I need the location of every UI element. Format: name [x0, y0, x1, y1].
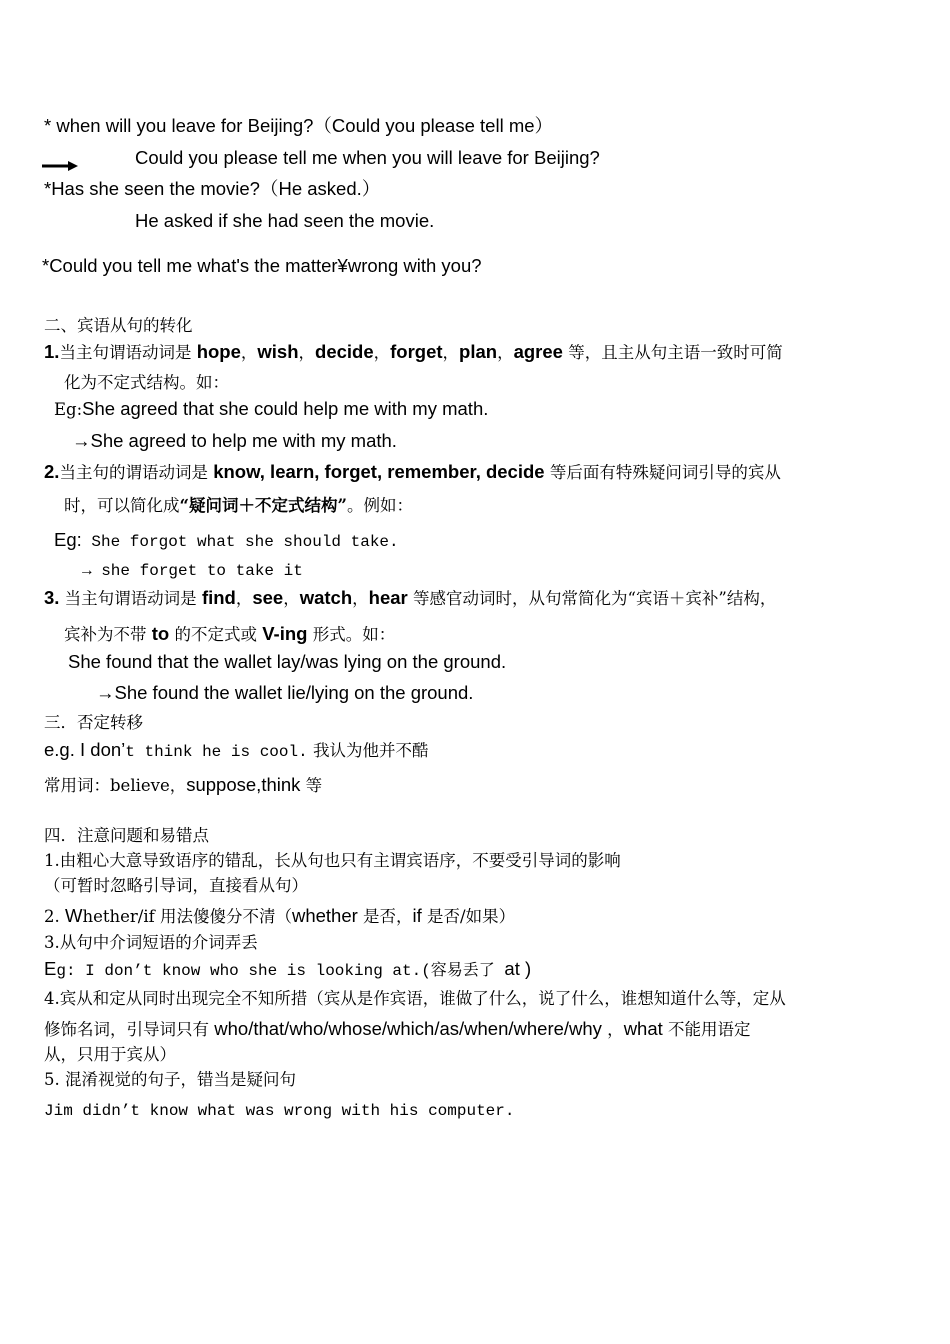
sec2-item-1: 1.当主句谓语动词是 hope，wish，decide，forget，plan，agree 等，且主从句主语一致时可简	[44, 341, 783, 362]
example-line-5: *Could you tell me what's the matter¥wrong with you?	[42, 255, 482, 276]
sec4-item-4-cont: 修饰名词，引导词只有 who/that/who/whose/which/as/when/where/why ，what 不能用语定	[44, 1018, 751, 1039]
example-line-1: * when will you leave for Beijing?（Could you please tell me）	[44, 115, 554, 136]
sec2-item-3-cont: 宾补为不带 to 的不定式或 V-ing 形式。如：	[64, 623, 396, 644]
sec2-item-1-example-2: →She agreed to help me with my math.	[72, 430, 397, 451]
sec2-item-3: 3. 当主句谓语动词是 find，see，watch，hear 等感官动词时，从句常简化为“宾语＋宾补”结构，	[44, 587, 777, 608]
sec2-item-3-example-2: →She found the wallet lie/lying on the ground.	[96, 682, 474, 703]
sec2-item-1-example-1: Eg:She agreed that she could help me with my math.	[54, 398, 489, 419]
sec4-item-5-example: Jim didn’t know what was wrong with his computer.	[44, 1102, 515, 1120]
arrow-right-icon	[42, 160, 78, 172]
sec4-item-2: 2. Whether/if 用法傻傻分不清（whether 是否，if 是否/如果）	[44, 905, 516, 926]
sec4-item-3-example: Eg: I don’t know who she is looking at.(容易丢了 at )	[44, 958, 532, 980]
section-3-title: 三．否定转移	[44, 713, 143, 732]
section-4-title: 四．注意问题和易错点	[44, 826, 209, 845]
example-line-4: He asked if she had seen the movie.	[135, 210, 435, 231]
sec2-item-2-example-2: → she forget to take it	[82, 562, 303, 580]
sec3-example: e.g. I don’t think he is cool. 我认为他并不酷	[44, 739, 429, 761]
section-2-title: 二、宾语从句的转化	[44, 316, 193, 335]
sec4-item-4-cont-2: 从，只用于宾从）	[44, 1045, 176, 1064]
sec4-item-1-cont: （可暂时忽略引导词，直接看从句）	[44, 876, 308, 895]
sec3-common-words: 常用词：believe，suppose,think 等	[44, 774, 323, 795]
sec2-item-2: 2.当主句的谓语动词是 know, learn, forget, remember, decide 等后面有特殊疑问词引导的宾从	[44, 461, 781, 482]
example-line-3: *Has she seen the movie?（He asked.）	[44, 178, 381, 199]
sec4-item-4: 4.宾从和定从同时出现完全不知所措（宾从是作宾语，谁做了什么，说了什么，谁想知道什么等，定从	[44, 989, 786, 1008]
sec2-item-1-cont: 化为不定式结构。如：	[64, 373, 229, 392]
sec2-item-2-example-1: Eg: She forgot what she should take.	[54, 529, 399, 551]
sec2-item-3-example-1: She found that the wallet lay/was lying on the ground.	[68, 651, 507, 672]
sec2-item-2-cont: 时，可以简化成“疑问词＋不定式结构”。例如：	[64, 496, 413, 515]
sec4-item-1: 1.由粗心大意导致语序的错乱，长从句也只有主谓宾语序，不要受引导词的影响	[44, 851, 621, 870]
example-line-2: Could you please tell me when you will leave for Beijing?	[135, 147, 600, 168]
sec4-item-3: 3.从句中介词短语的介词弄丢	[44, 933, 258, 952]
sec4-item-5: 5. 混淆视觉的句子，错当是疑问句	[44, 1070, 296, 1089]
